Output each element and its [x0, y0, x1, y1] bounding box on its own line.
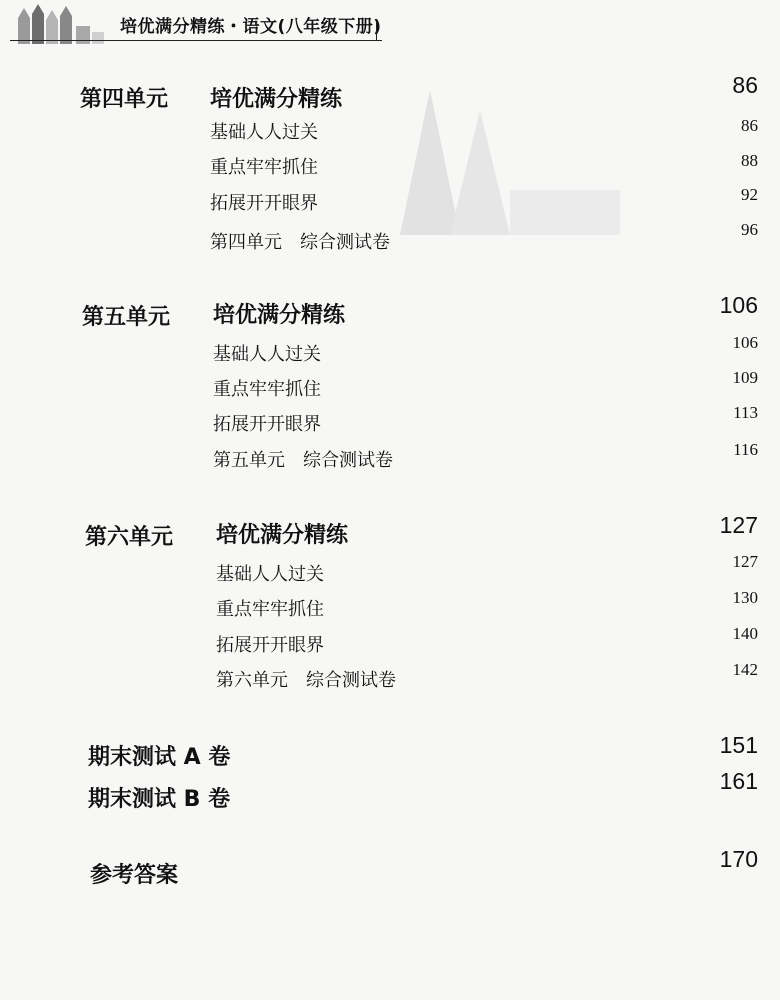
unit-title[interactable]: 第四单元	[80, 87, 169, 112]
unit-title[interactable]: 第五单元	[82, 305, 171, 330]
toc-item[interactable]: 重点牢牢抓住	[216, 599, 324, 620]
toc-item-page: 88	[741, 151, 758, 170]
toc-item-page: 96	[741, 220, 758, 239]
toc-answers[interactable]: 参考答案	[90, 863, 179, 888]
toc-item[interactable]: 第六单元 综合测试卷	[216, 670, 396, 691]
header-tick	[376, 22, 377, 40]
page-header	[0, 0, 780, 48]
unit-title[interactable]: 第六单元	[85, 525, 174, 550]
toc-exam-a-page: 151	[719, 732, 758, 758]
toc-item[interactable]: 重点牢牢抓住	[210, 157, 318, 178]
toc-item[interactable]: 基础人人过关	[210, 122, 318, 143]
toc-item[interactable]: 基础人人过关	[216, 564, 324, 585]
toc-item[interactable]: 第五单元 综合测试卷	[213, 450, 393, 471]
toc-item-page: 109	[732, 368, 758, 387]
toc-item[interactable]: 拓展开开眼界	[210, 193, 318, 214]
unit-subtitle[interactable]: 培优满分精练	[213, 303, 346, 328]
toc-item-page: 86	[741, 116, 758, 135]
unit-page-number: 86	[732, 72, 758, 98]
header-title: 培优满分精练・语文(八年级下册)	[120, 17, 382, 37]
toc-item-page: 92	[741, 185, 758, 204]
toc-item-page: 127	[732, 552, 758, 571]
toc-exam-b-page: 161	[719, 768, 758, 794]
toc-item-page: 140	[732, 624, 758, 643]
unit-page-number: 127	[719, 512, 758, 538]
toc-exam-b[interactable]: 期末测试 B 卷	[88, 787, 231, 812]
toc-item[interactable]: 重点牢牢抓住	[213, 379, 321, 400]
pencils-icon	[10, 4, 110, 44]
toc-item-page: 113	[733, 403, 758, 422]
toc-item[interactable]: 第四单元 综合测试卷	[210, 232, 390, 253]
toc-item-page: 130	[732, 588, 758, 607]
bleed-through-illustration	[390, 70, 640, 240]
unit-subtitle[interactable]: 培优满分精练	[216, 523, 349, 548]
toc-item[interactable]: 拓展开开眼界	[213, 414, 321, 435]
header-rule	[10, 40, 382, 41]
unit-subtitle[interactable]: 培优满分精练	[210, 87, 343, 112]
unit-page-number: 106	[719, 292, 758, 318]
toc-item-page: 116	[733, 440, 758, 459]
toc-item[interactable]: 基础人人过关	[213, 344, 321, 365]
toc-item-page: 142	[732, 660, 758, 679]
toc-item-page: 106	[732, 333, 758, 352]
toc-item[interactable]: 拓展开开眼界	[216, 635, 324, 656]
toc-exam-a[interactable]: 期末测试 A 卷	[88, 745, 231, 770]
toc-answers-page: 170	[719, 846, 758, 872]
